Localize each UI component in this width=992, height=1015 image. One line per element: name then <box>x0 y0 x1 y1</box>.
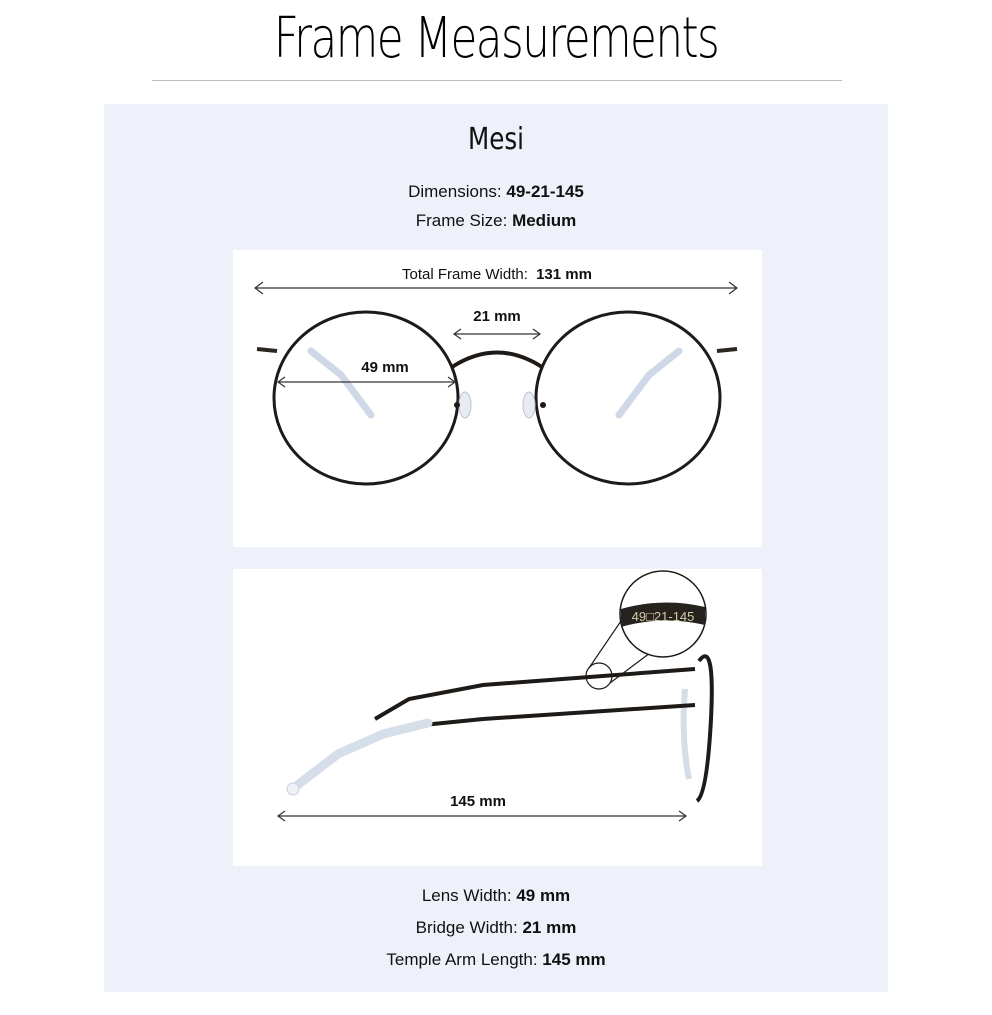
lens-measure-label: 49 mm <box>361 359 409 376</box>
nose-pads <box>454 392 546 418</box>
page-title: Frame Measurements <box>273 6 719 71</box>
side-view-diagram <box>233 569 762 866</box>
frame-size-value: Medium <box>512 211 577 230</box>
lens-width-value: 49 mm <box>516 886 571 905</box>
front-view-diagram <box>233 250 762 547</box>
dimensions-line <box>0 182 992 202</box>
bridge-width-line <box>0 918 992 938</box>
frame-size-label: Frame Size: <box>415 211 508 230</box>
bridge-width-value: 21 mm <box>522 918 577 937</box>
upper-temple <box>375 669 695 719</box>
bridge-arrow <box>454 329 540 339</box>
temple-measure-label: 145 mm <box>450 793 506 810</box>
temple-tip <box>295 723 428 787</box>
temple-arrow <box>278 811 686 821</box>
total-width-arrow <box>255 282 737 294</box>
total-width-text <box>402 266 592 283</box>
lower-temple <box>423 705 695 725</box>
side-nose-pad <box>684 689 689 779</box>
zoom-connector-left <box>589 621 621 668</box>
dimensions-label: Dimensions: <box>408 182 502 201</box>
bridge-measure-label: 21 mm <box>473 308 521 325</box>
side-lens-rim <box>697 656 712 801</box>
frame-size-line <box>0 211 992 231</box>
bridge-width-label: Bridge Width: <box>415 918 518 937</box>
bridge <box>452 353 542 368</box>
temple-tip-end <box>287 783 299 795</box>
temple-length-label: Temple Arm Length: <box>386 950 538 969</box>
total-width-label: Total Frame Width: <box>402 266 528 283</box>
zoom-engraving: 49□21-145 <box>631 609 695 624</box>
temple-length-value: 145 mm <box>542 950 606 969</box>
dimensions-value: 49-21-145 <box>506 182 584 201</box>
front-view-card <box>233 250 762 547</box>
left-lens-rim <box>274 312 458 484</box>
lens-width-line <box>0 886 992 906</box>
temple-length-line <box>0 950 992 970</box>
side-view-card <box>233 569 762 866</box>
lens-width-label: Lens Width: <box>421 886 512 905</box>
total-width-value: 131 mm <box>536 266 592 283</box>
lens-arrow <box>278 377 455 387</box>
model-name: Mesi <box>467 122 525 157</box>
title-divider <box>152 80 842 81</box>
